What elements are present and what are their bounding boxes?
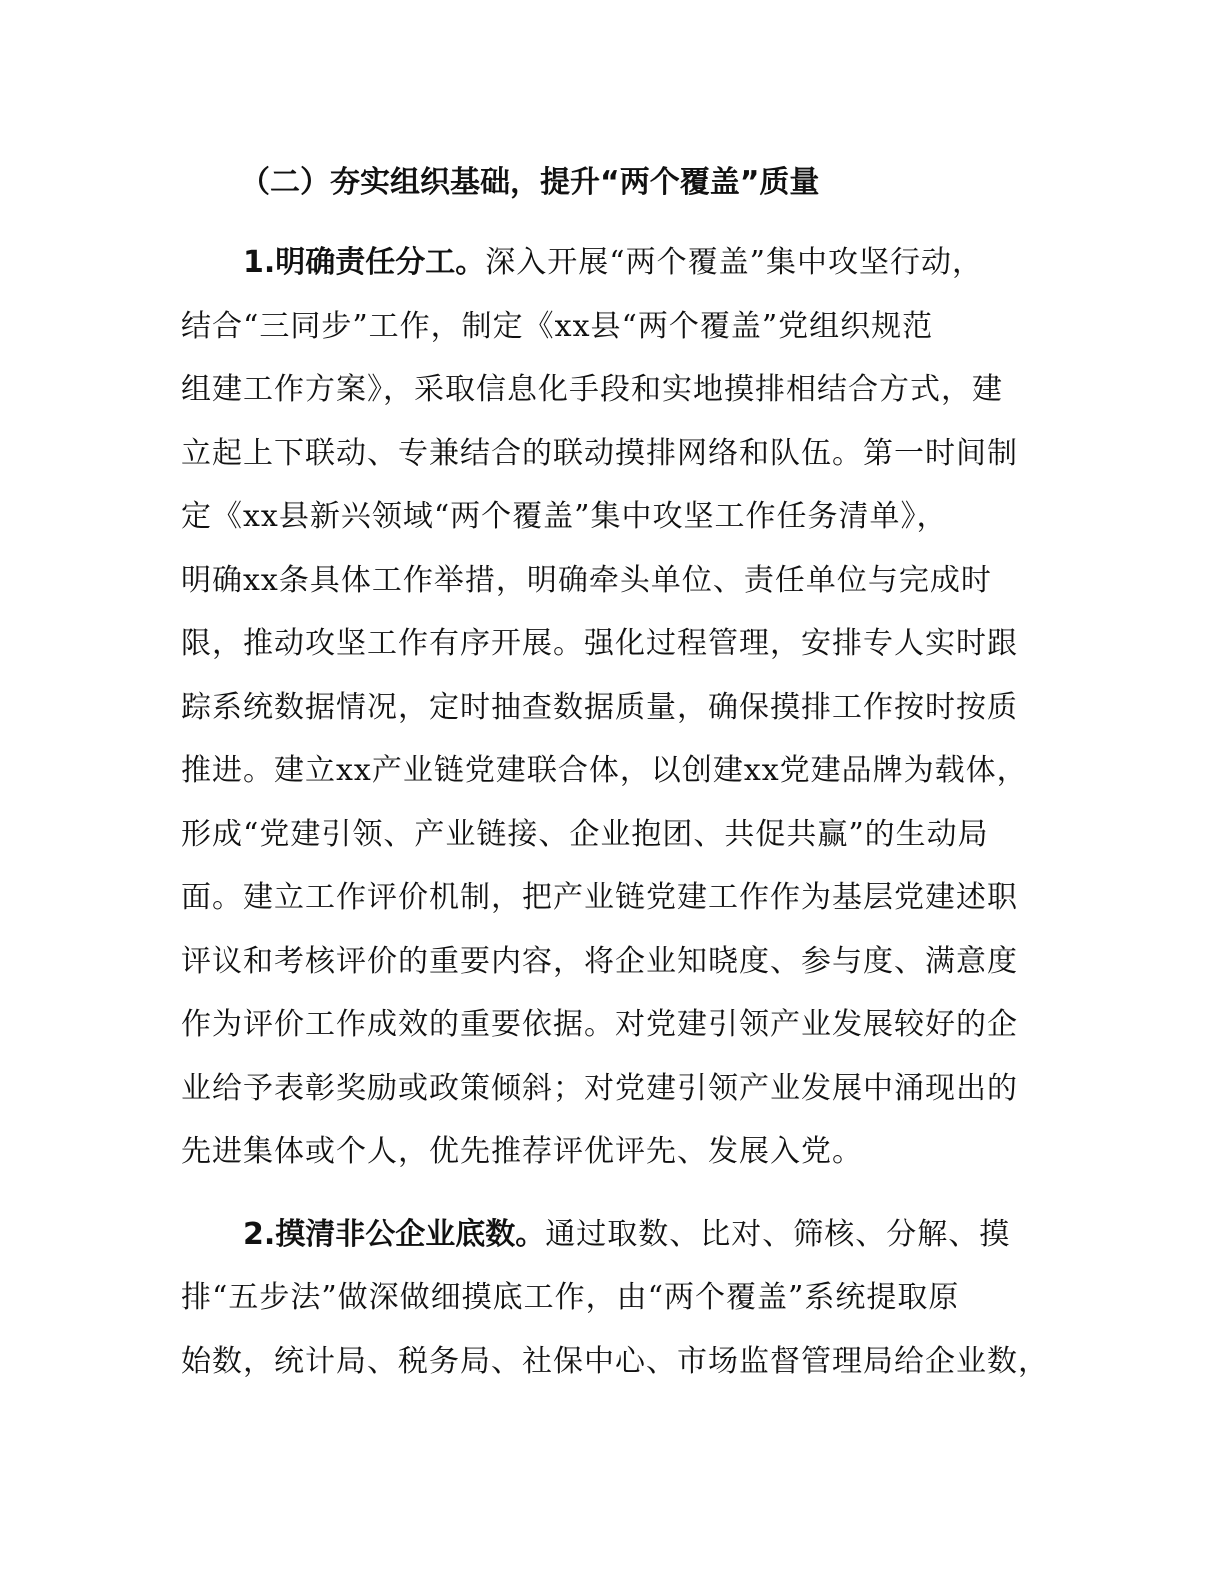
paragraph-1-line-10: 形成“党建引领、产业链接、企业抱团、共促共赢”的生动局 [181, 817, 989, 852]
paragraph-2-line-1 [243, 1210, 1010, 1260]
paragraph-1-line-9: 推进。建立xx产业链党建联合体，以创建xx党建品牌为载体， [181, 753, 1028, 788]
paragraph-1-line-1 [243, 238, 983, 288]
paragraph-1-line-2: 结合“三同步”工作，制定《xx县“两个覆盖”党组织规范 [181, 309, 934, 344]
paragraph-1-line-11: 面。建立工作评价机制，把产业链党建工作作为基层党建述职 [181, 880, 1018, 915]
paragraph-1-text: 深入开展“两个覆盖”集中攻坚行动， [485, 245, 983, 280]
paragraph-1-line-14: 业给予表彰奖励或政策倾斜；对党建引领产业发展中涌现出的 [181, 1071, 1018, 1106]
paragraph-1-line-5: 定《xx县新兴领域“两个覆盖”集中攻坚工作任务清单》， [181, 499, 948, 534]
paragraph-2-text: 通过取数、比对、筛核、分解、摸 [545, 1217, 1011, 1252]
paragraph-2-line-2: 排“五步法”做深做细摸底工作，由“两个覆盖”系统提取原 [181, 1280, 960, 1315]
paragraph-2-lead: 2.摸清非公企业底数。 [243, 1217, 546, 1252]
paragraph-1-line-15: 先进集体或个人，优先推荐评优评先、发展入党。 [181, 1134, 863, 1169]
paragraph-1-line-6: 明确xx条具体工作举措，明确牵头单位、责任单位与完成时 [181, 563, 992, 598]
paragraph-1-line-7: 限，推动攻坚工作有序开展。强化过程管理，安排专人实时跟 [181, 626, 1018, 661]
section-heading: （二）夯实组织基础，提升“两个覆盖”质量 [240, 165, 820, 200]
paragraph-1-line-8: 踪系统数据情况，定时抽查数据质量，确保摸排工作按时按质 [181, 690, 1018, 725]
paragraph-1-line-13: 作为评价工作成效的重要依据。对党建引领产业发展较好的企 [181, 1007, 1018, 1042]
paragraph-2-line-3: 始数，统计局、税务局、社保中心、市场监督管理局给企业数， [181, 1344, 1049, 1379]
paragraph-1-lead: 1.明确责任分工。 [243, 245, 486, 280]
paragraph-1-line-3: 组建工作方案》，采取信息化手段和实地摸排相结合方式，建 [181, 372, 1003, 407]
paragraph-1-line-12: 评议和考核评价的重要内容，将企业知晓度、参与度、满意度 [181, 944, 1018, 979]
paragraph-1-line-4: 立起上下联动、专兼结合的联动摸排网络和队伍。第一时间制 [181, 436, 1018, 471]
